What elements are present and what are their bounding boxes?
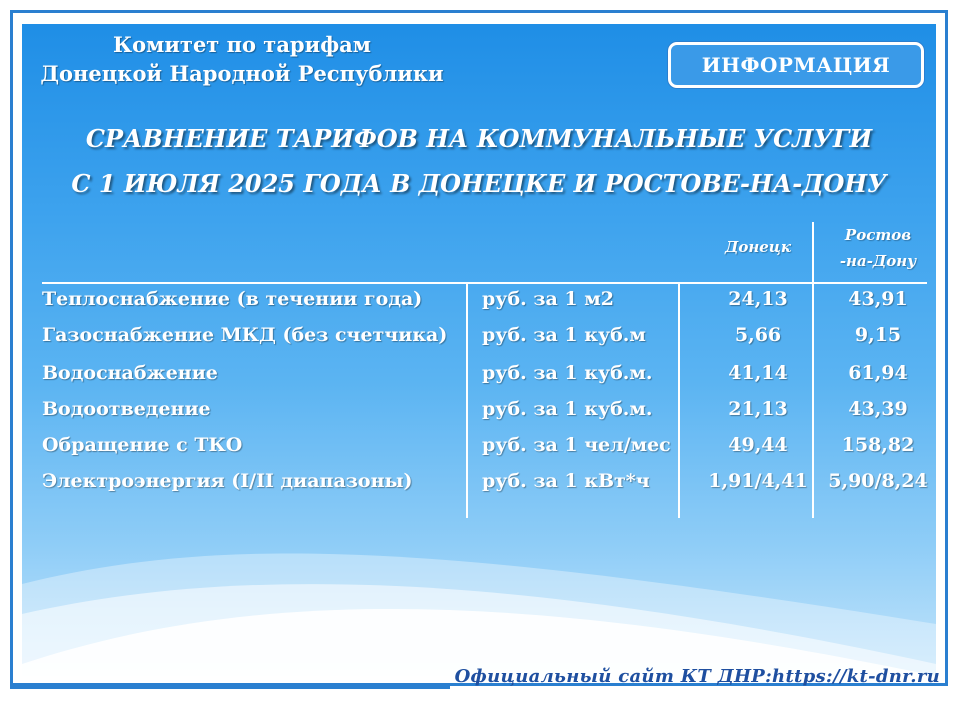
column-header-donetsk: Донецк [724,238,792,256]
service-unit: руб. за 1 м2 [482,288,614,310]
tariff-donetsk: 24,13 [728,288,788,310]
title-line-2: С 1 ИЮЛЯ 2025 ГОДА В ДОНЕЦКЕ И РОСТОВЕ-НА-ДОНУ [71,169,887,198]
column-header-rostov-line-2: -на-Дону [839,252,917,270]
information-badge: ИНФОРМАЦИЯ [668,42,924,88]
table-row [22,288,936,324]
column-header-rostov-line-1: Ростов [844,226,912,244]
tariff-rostov: 5,90/8,24 [828,470,928,492]
table-row [22,362,936,398]
tariff-donetsk: 21,13 [728,398,788,420]
tariff-rostov: 158,82 [841,434,915,456]
service-unit: руб. за 1 куб.м [482,324,646,346]
tariff-donetsk: 41,14 [728,362,788,384]
table-header-divider [42,282,927,284]
official-site-link[interactable]: Официальный сайт КТ ДНР:https://kt-dnr.ru [454,666,940,687]
tariff-donetsk: 1,91/4,41 [708,470,808,492]
table-row [22,434,936,470]
table-row [22,324,936,360]
service-name: Электроэнергия (I/II диапазоны) [42,470,413,492]
info-panel [22,24,936,676]
service-unit: руб. за 1 куб.м. [482,398,653,420]
service-name: Водоотведение [42,398,211,420]
table-row [22,398,936,434]
tariff-donetsk: 5,66 [734,324,782,346]
column-header-rostov [822,222,934,274]
title-line-1: СРАВНЕНИЕ ТАРИФОВ НА КОММУНАЛЬНЫЕ УСЛУГИ [85,124,873,153]
service-name: Теплоснабжение (в течении года) [42,288,423,310]
tariff-rostov: 43,39 [848,398,908,420]
header-line-2: Донецкой Народной Республики [40,61,444,86]
service-name: Обращение с ТКО [42,434,243,456]
service-name: Газоснабжение МКД (без счетчика) [42,324,448,346]
organization-header [32,30,452,88]
footer-accent-bar [10,686,450,689]
header-line-1: Комитет по тарифам [113,32,371,57]
service-unit: руб. за 1 кВт*ч [482,470,650,492]
service-unit: руб. за 1 куб.м. [482,362,653,384]
table-row [22,470,936,506]
tariff-donetsk: 49,44 [728,434,788,456]
service-name: Водоснабжение [42,362,218,384]
tariff-rostov: 61,94 [848,362,908,384]
service-unit: руб. за 1 чел/мес [482,434,671,456]
tariff-rostov: 43,91 [848,288,908,310]
tariff-rostov: 9,15 [854,324,902,346]
